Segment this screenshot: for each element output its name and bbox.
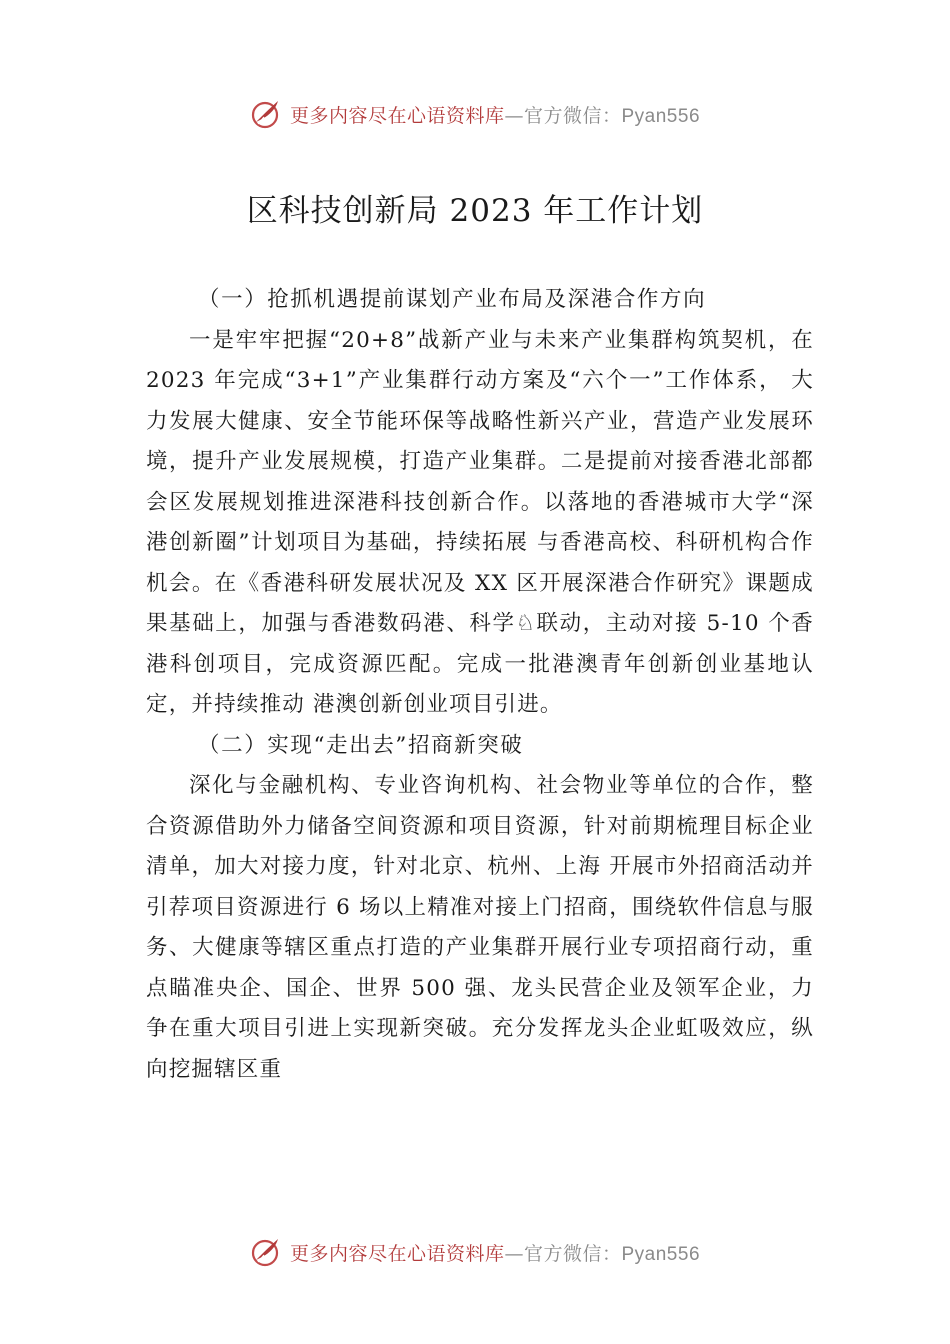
watermark-header: [0, 94, 950, 134]
watermark-wechat-label: 官方微信：: [523, 1242, 622, 1265]
section-heading-1: （一）抢抓机遇提前谋划产业布局及深港合作方向: [198, 287, 707, 312]
watermark-separator: —: [504, 1242, 524, 1265]
section-1-paragraph: 一是牢牢把握“20+8”战新产业与未来产业集群构筑契机，在 2023 年完成“3+1”产业集群行动方案及“六个一”工作体系， 大力发展大健康、安全节能环保等战略性新兴产业，营造产业发展环境，提升产业发展规模，打造产业集群。二是提前对接香港北部都会区发展规划推进深港科技创新合作。以落地的香港城市大学“深港创新圈”计划项目为基础，持续拓展 与香港高校、科研机构合作机会。在《香港科研发展状况及 XX 区开展深港合作研究》课题成果基础上，加强与香港数码港、科学♘联动，主动对接 5-10 个香港科创项目，完成资源匹配。完成一批港澳青年创新创业基地认定，并持续推动 港澳创新创业项目引进。: [146, 327, 814, 717]
quill-pen-logo-icon: [250, 98, 282, 130]
document-body: [146, 280, 814, 1090]
watermark-main-text: 更多内容尽在心语资料库: [289, 104, 505, 127]
watermark-wechat-id: Pyan556: [621, 1243, 701, 1265]
quill-pen-logo-icon: [250, 1236, 282, 1268]
watermark-footer: [0, 1232, 950, 1272]
document-title: 区科技创新局 2023 年工作计划: [246, 193, 704, 229]
watermark-wechat-label: 官方微信：: [523, 104, 622, 127]
watermark-separator: —: [504, 104, 524, 127]
watermark-text: [290, 101, 700, 128]
watermark-wechat-id: Pyan556: [621, 105, 701, 127]
section-heading-2: （二）实现“走出去”招商新突破: [198, 732, 524, 758]
watermark-text: [290, 1239, 700, 1266]
watermark-main-text: 更多内容尽在心语资料库: [289, 1242, 505, 1265]
section-2-paragraph: 深化与金融机构、专业咨询机构、社会物业等单位的合作，整合资源借助外力储备空间资源和项目资源，针对前期梳理目标企业清单，加大对接力度，针对北京、杭州、上海 开展市外招商活动并引荐项目资源进行 6 场以上精准对接上门招商，围绕软件信息与服务、大健康等辖区重点打造的产业集群开展行业专项招商行动，重点瞄准央企、国企、世界 500 强、龙头民营企业及领军企业，力争在重大项目引进上实现新突破。充分发挥龙头企业虹吸效应，纵向挖掘辖区重: [146, 773, 814, 1082]
